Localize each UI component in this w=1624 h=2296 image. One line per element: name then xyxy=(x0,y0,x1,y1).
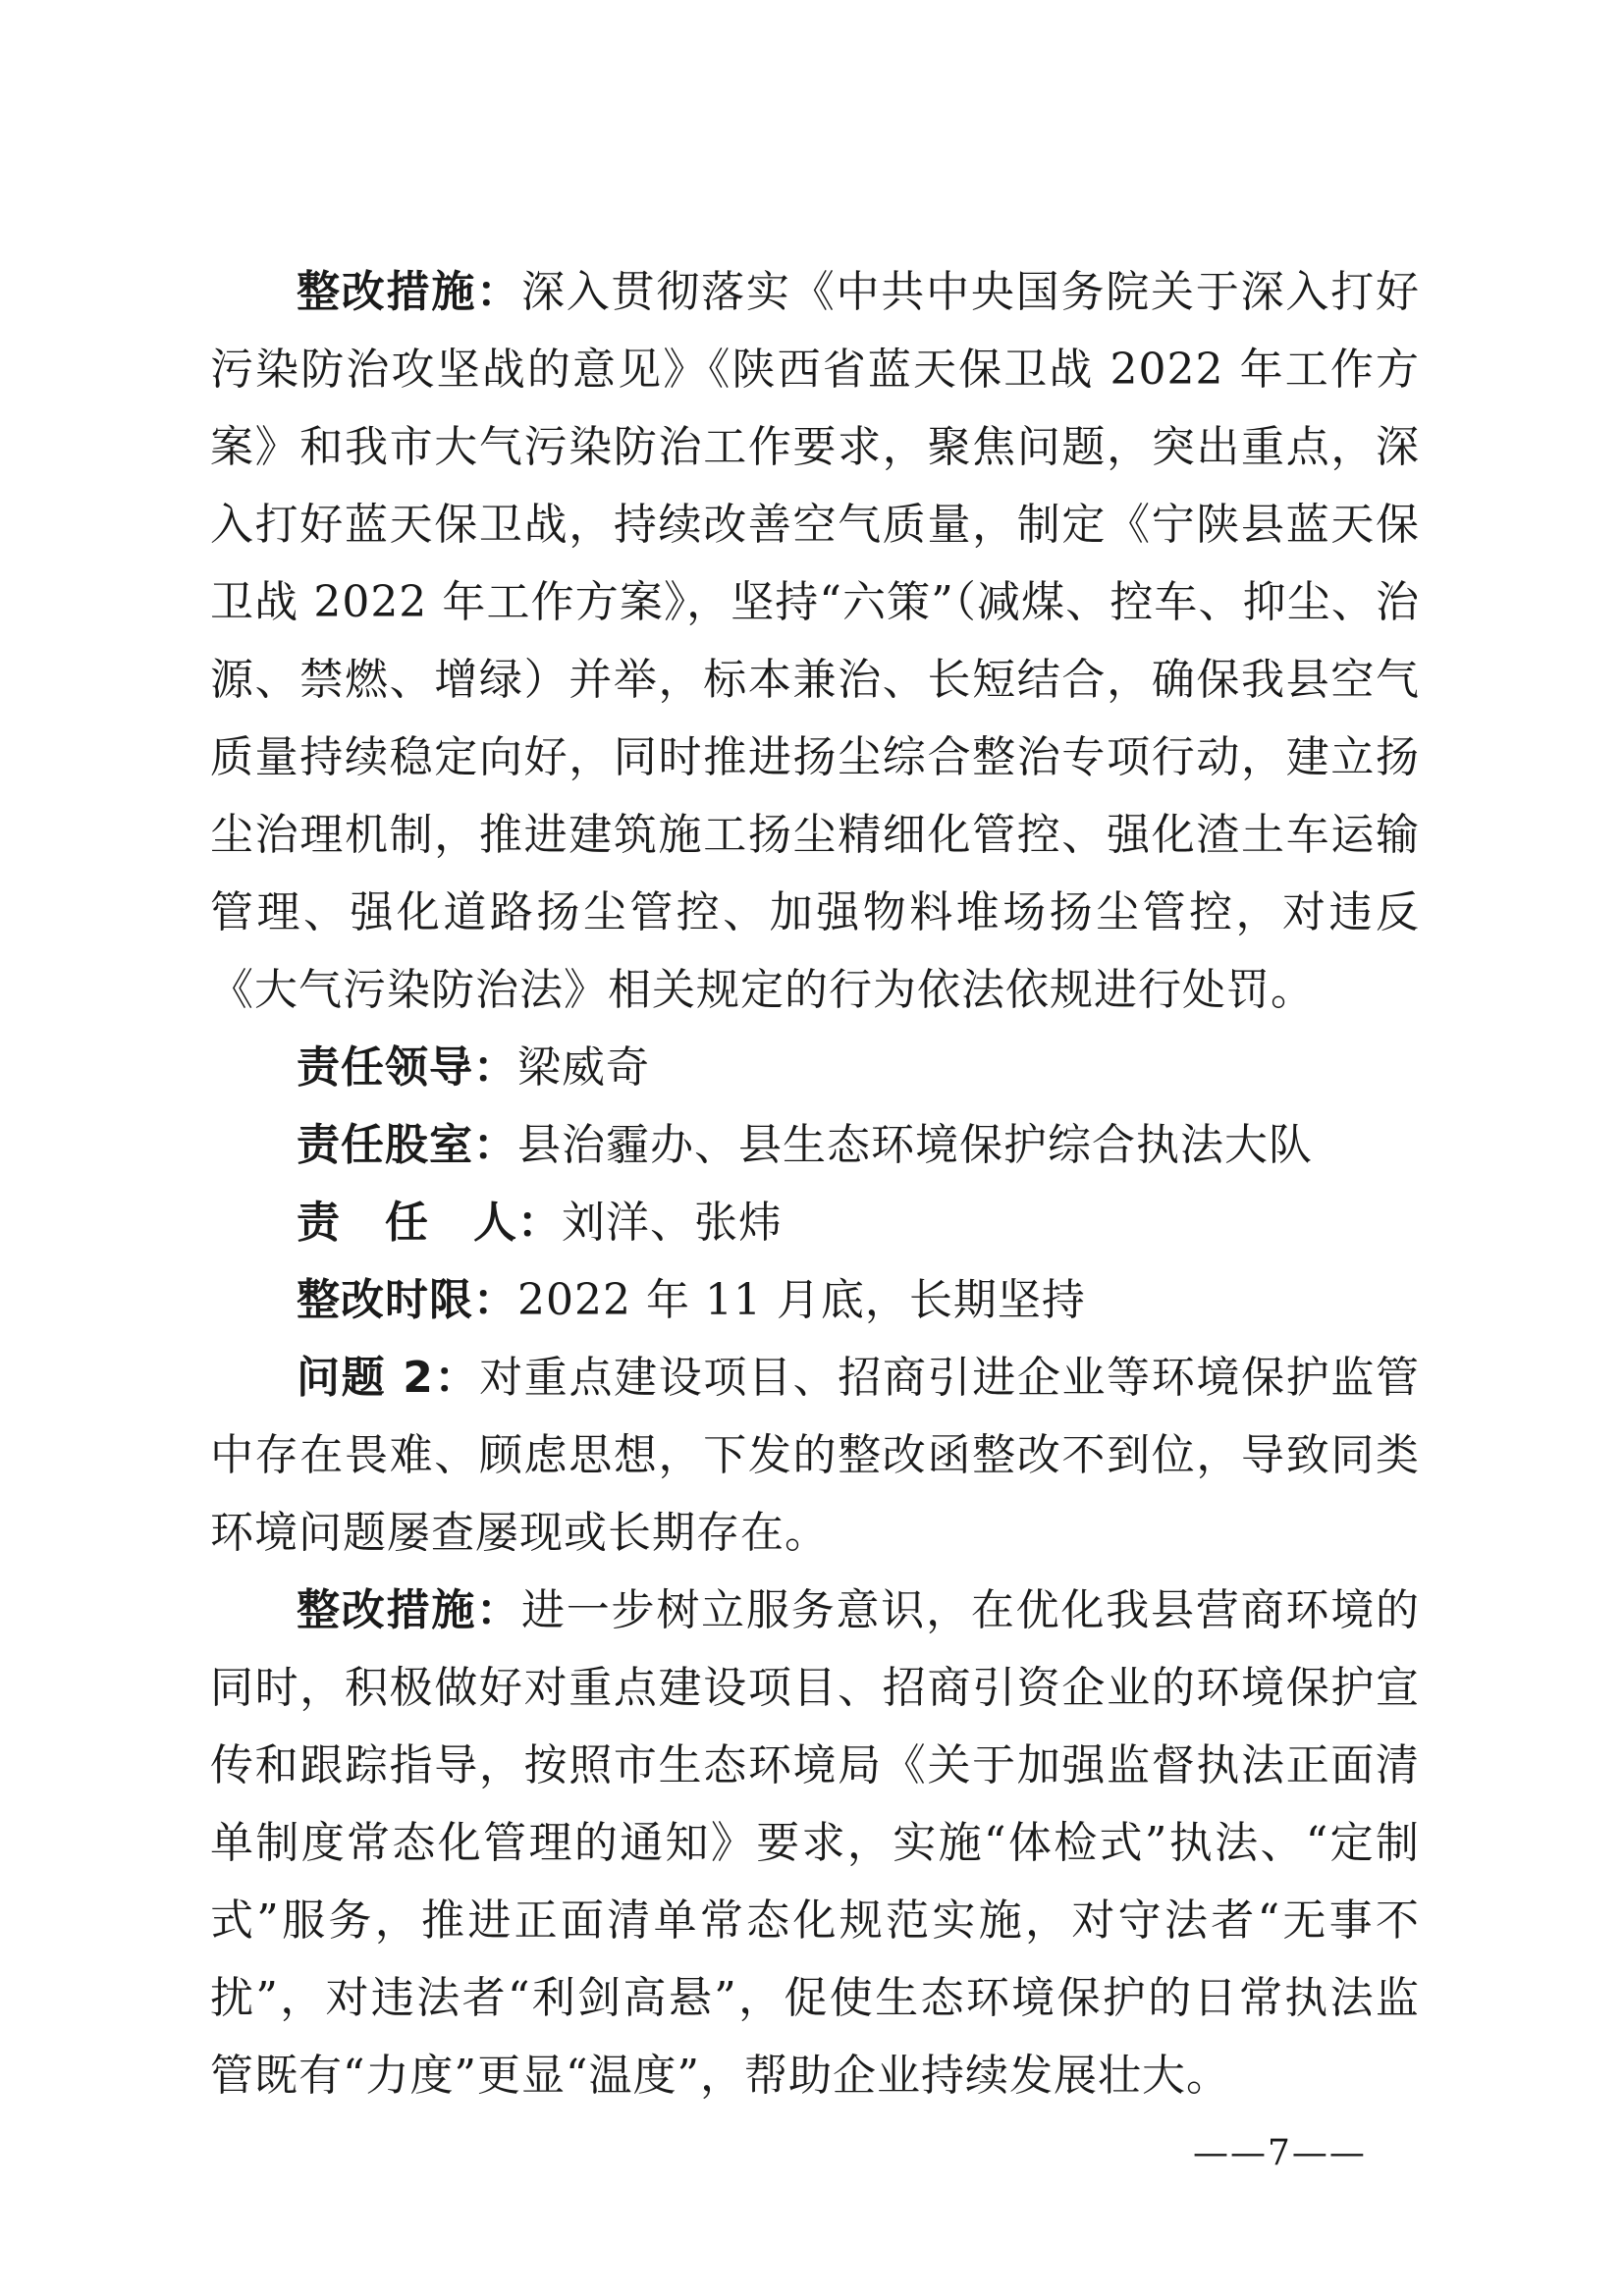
paragraph-label: 整改时限： xyxy=(297,1275,517,1325)
paragraph-label: 责任股室： xyxy=(297,1120,517,1170)
document-body xyxy=(210,253,1420,2114)
responsible-leader-line xyxy=(210,1029,1420,1106)
paragraph-label: 责 任 人： xyxy=(297,1198,562,1248)
deadline-line xyxy=(210,1261,1420,1339)
measures-paragraph-2 xyxy=(210,1572,1420,2114)
paragraph-text: 县治霾办、县生态环境保护综合执法大队 xyxy=(517,1120,1313,1170)
responsible-office-line xyxy=(210,1106,1420,1184)
paragraph-label: 整改措施： xyxy=(297,1585,521,1635)
paragraph-label: 责任领导： xyxy=(297,1042,517,1093)
responsible-person-line xyxy=(210,1184,1420,1261)
paragraph-text: 刘洋、张炜 xyxy=(562,1198,783,1248)
paragraph-label: 问题 2： xyxy=(297,1353,480,1403)
measures-paragraph-1 xyxy=(210,253,1420,1029)
paragraph-text: 对重点建设项目、招商引进企业等环境保护监管中存在畏难、顾虑思想，下发的整改函整改不到位，导致同类环境问题屡查屡现或长期存在。 xyxy=(210,1353,1421,1558)
problem-2-paragraph xyxy=(210,1339,1420,1572)
paragraph-label: 整改措施： xyxy=(297,267,521,317)
paragraph-text: 深入贯彻落实《中共中央国务院关于深入打好污染防治攻坚战的意见》《陕西省蓝天保卫战 2022 年工作方案》和我市大气污染防治工作要求，聚焦问题，突出重点，深入打好蓝天保卫战，持续改善空气质量，制定《宁陕县蓝天保卫战 2022 年工作方案》，坚持“六策”（减煤、控车、抑尘、治源、禁燃、增绿）并举，标本兼治、长短结合，确保我县空气质量持续稳定向好，同时推进扬尘综合整治专项行动，建立扬尘治理机制，推进建筑施工扬尘精细化管控、强化渣土车运输管理、强化道路扬尘管控、加强物料堆场扬尘管控，对违反《大气污染防治法》相关规定的行为依法依规进行处罚。 xyxy=(210,267,1421,1015)
paragraph-text: 进一步树立服务意识，在优化我县营商环境的同时，积极做好对重点建设项目、招商引资企业的环境保护宣传和跟踪指导，按照市生态环境局《关于加强监督执法正面清单制度常态化管理的通知》要求，实施“体检式”执法、“定制式”服务，推进正面清单常态化规范实施，对守法者“无事不扰”，对违法者“利剑高悬”，促使生态环境保护的日常执法监管既有“力度”更显“温度”，帮助企业持续发展壮大。 xyxy=(210,1585,1421,2101)
paragraph-text: 2022 年 11 月底，长期坚持 xyxy=(517,1275,1086,1325)
page-number: ——7—— xyxy=(1193,2133,1367,2173)
paragraph-text: 梁威奇 xyxy=(517,1042,650,1093)
